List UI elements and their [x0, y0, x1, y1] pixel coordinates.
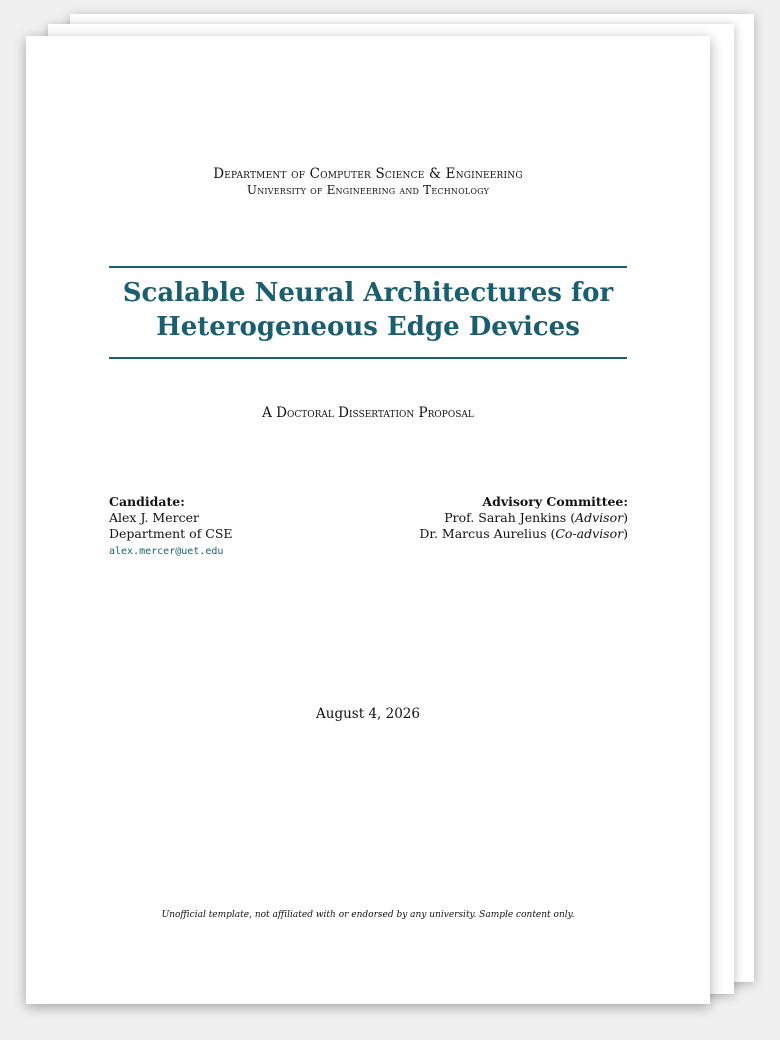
- candidate-block: [109, 494, 233, 560]
- disclaimer-note: Unofficial template, not affiliated with or endorsed by any university. Sample content only.: [161, 910, 575, 920]
- member-role: Co-advisor: [555, 526, 624, 541]
- title-top-rule: [109, 266, 627, 268]
- candidate-email-link[interactable]: alex.mercer@uet.edu: [109, 546, 224, 557]
- member-name: Dr. Marcus Aurelius: [419, 526, 547, 541]
- committee-block: [419, 494, 628, 542]
- candidate-name: Alex J. Mercer: [109, 510, 199, 525]
- department-name: Department of Computer Science & Engineering: [213, 166, 523, 182]
- committee-member: Dr. Marcus Aurelius (Co-advisor): [419, 526, 628, 541]
- committee-heading: Advisory Committee:: [482, 494, 628, 509]
- title-line-1: Scalable Neural Architectures for: [122, 278, 614, 308]
- university-name: University of Engineering and Technology: [246, 183, 490, 197]
- title-line-2: Heterogeneous Edge Devices: [156, 312, 580, 342]
- document-type: A Doctoral Dissertation Proposal: [262, 405, 474, 421]
- member-role: Advisor: [575, 510, 624, 525]
- proposal-date: August 4, 2026: [316, 706, 420, 722]
- dissertation-title: [109, 276, 627, 344]
- committee-member: Prof. Sarah Jenkins (Advisor): [444, 510, 628, 525]
- title-page: [26, 36, 710, 1004]
- member-name: Prof. Sarah Jenkins: [444, 510, 567, 525]
- candidate-department: Department of CSE: [109, 526, 233, 541]
- title-bottom-rule: [109, 357, 627, 359]
- candidate-heading: Candidate:: [109, 494, 185, 509]
